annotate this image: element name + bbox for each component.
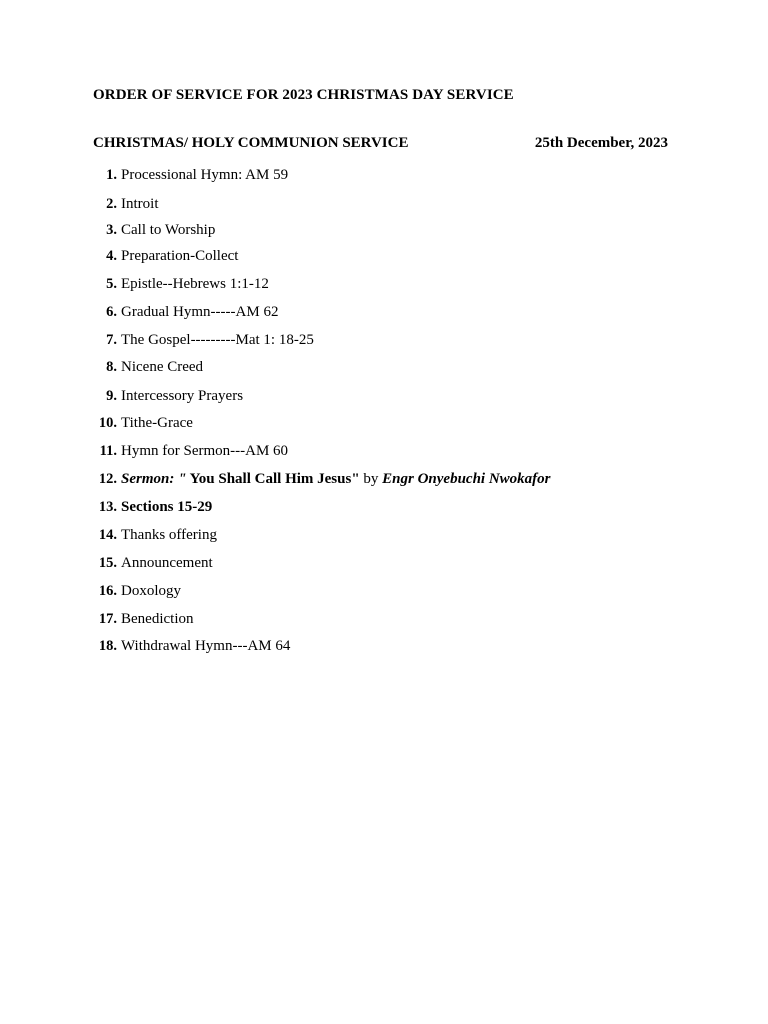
sermon-label: Sermon: " xyxy=(121,471,187,487)
list-item xyxy=(93,611,653,631)
item-text: Gradual Hymn-----AM 62 xyxy=(121,304,279,320)
list-item xyxy=(93,276,653,296)
list-item xyxy=(93,359,653,379)
list-item xyxy=(93,167,653,187)
item-text: Hymn for Sermon---AM 60 xyxy=(121,443,289,459)
item-text: Nicene Creed xyxy=(121,359,204,375)
item-number: 11. xyxy=(99,443,117,459)
item-number: 10. xyxy=(98,415,117,431)
service-date: 25th December, 2023 xyxy=(534,135,668,151)
item-number: 14. xyxy=(98,527,117,543)
sermon-by: by xyxy=(359,471,383,487)
item-number: 2. xyxy=(106,196,117,212)
item-number: 6. xyxy=(106,304,117,320)
item-number: 7. xyxy=(106,332,117,348)
sermon-preacher: Engr Onyebuchi Nwokafor xyxy=(382,471,551,487)
item-text: Processional Hymn: AM 59 xyxy=(121,167,289,183)
item-text: Thanks offering xyxy=(121,527,217,543)
list-item xyxy=(93,196,653,216)
item-number: 9. xyxy=(106,388,117,404)
list-item xyxy=(93,527,653,547)
list-item xyxy=(93,443,653,463)
item-text: Doxology xyxy=(121,583,181,599)
sermon-line xyxy=(121,471,551,488)
item-text: Benediction xyxy=(121,611,194,627)
list-item xyxy=(93,415,653,435)
item-text: The Gospel---------Mat 1: 18-25 xyxy=(121,332,314,348)
item-number: 15. xyxy=(98,555,117,571)
item-text: Tithe-Grace xyxy=(121,415,193,431)
item-text: Announcement xyxy=(121,555,213,571)
item-text: Preparation-Collect xyxy=(121,248,239,264)
sermon-title: You Shall Call Him Jesus" xyxy=(186,471,360,487)
list-item xyxy=(93,332,653,352)
item-text: Call to Worship xyxy=(121,222,216,238)
list-item xyxy=(93,638,653,658)
list-item xyxy=(93,499,653,519)
item-number: 18. xyxy=(98,638,117,654)
item-number: 17. xyxy=(98,611,117,627)
item-number: 16. xyxy=(98,583,117,599)
list-item xyxy=(93,388,653,408)
list-item xyxy=(93,222,653,242)
item-number: 3. xyxy=(106,222,117,238)
item-text: Sections 15-29 xyxy=(121,499,213,515)
service-name: CHRISTMAS/ HOLY COMMUNION SERVICE xyxy=(93,135,409,151)
item-number: 8. xyxy=(106,359,117,375)
item-text: Intercessory Prayers xyxy=(121,388,244,404)
list-item xyxy=(93,304,653,324)
list-item xyxy=(93,583,653,603)
item-number: 1. xyxy=(106,167,117,183)
item-text: Introit xyxy=(121,196,159,212)
list-item xyxy=(93,555,653,575)
item-number: 4. xyxy=(106,248,117,264)
item-text: Withdrawal Hymn---AM 64 xyxy=(121,638,291,654)
list-item xyxy=(93,248,653,268)
item-number: 12. xyxy=(98,471,117,487)
list-item-sermon xyxy=(93,471,653,491)
page-title: ORDER OF SERVICE FOR 2023 CHRISTMAS DAY SERVICE xyxy=(93,87,514,103)
item-number: 5. xyxy=(106,276,117,292)
item-text: Epistle--Hebrews 1:1-12 xyxy=(121,276,269,292)
item-number: 13. xyxy=(98,499,117,515)
